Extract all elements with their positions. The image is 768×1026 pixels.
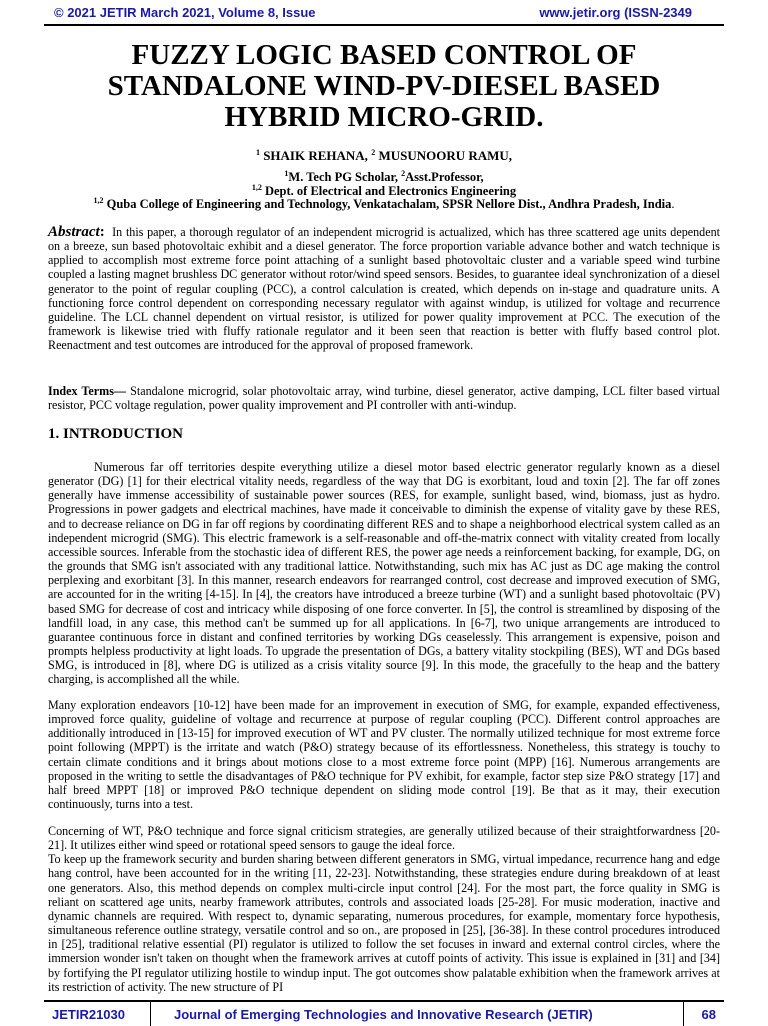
department-text: Dept. of Electrical and Electronics Engineering xyxy=(264,184,517,198)
abstract-label: Abstract xyxy=(48,224,100,240)
college-text: Quba College of Engineering and Technology, Venkatachalam, SPSR Nellore Dist., Andhra Pradesh, India xyxy=(106,197,672,211)
author-line xyxy=(0,148,768,164)
page-header xyxy=(44,0,724,26)
department-superscript: 1,2 xyxy=(251,183,262,192)
footer-journal-name[interactable]: Journal of Emerging Technologies and Innovative Research (JETIR) xyxy=(174,1007,593,1022)
abstract-colon: : xyxy=(99,224,105,240)
intro-paragraphs-3-4 xyxy=(48,824,720,994)
page-footer xyxy=(44,1000,724,1026)
role1-superscript: 1 xyxy=(284,169,289,178)
author2-name: MUSUNOORU RAMU, xyxy=(378,148,513,163)
index-terms-paragraph xyxy=(48,384,720,412)
abstract-paragraph xyxy=(48,225,720,352)
role2-superscript: 2 xyxy=(401,169,406,178)
role2-text: Asst.Professor, xyxy=(405,170,484,184)
header-journal-info: © 2021 JETIR March 2021, Volume 8, Issue xyxy=(54,5,316,20)
intro-paragraph-2: Many exploration endeavors [10-12] have been made for an improvement in execution of SMG, for example, expanded effectiveness, improved force quality, guideline of voltage and recurrence at purpose of regular coupling (PCC). Different control approaches are additionally introduced in [13-15] for improved execution of WT and PV cluster. The normally utilized technique for most extreme force point following (MPPT) is the irritate and watch (P&O) strategy because of its effortlessness. Nonetheless, this strategy is touchy to certain climate conditions and it brings about motions close to a most extreme force point (MPP) [16]. Numerous arrangements are proposed in the writing to settle the disadvantages of P&O technique for PV exhibit, for example, factor step size P&O strategy [17] and half breed MPPT [18] or improved P&O technique dependent on sliding mode control [19]. Be that as it may, their execution continuously, turns into a test. xyxy=(48,698,720,812)
author2-superscript: 2 xyxy=(371,148,376,157)
role1-text: M. Tech PG Scholar, xyxy=(288,170,402,184)
author1-superscript: 1 xyxy=(255,148,260,157)
paper-title: FUZZY LOGIC BASED CONTROL OF STANDALONE WIND-PV-DIESEL BASED HYBRID MICRO-GRID. xyxy=(107,39,661,133)
college-superscript: 1,2 xyxy=(93,196,104,205)
footer-divider-right xyxy=(683,1002,684,1026)
footer-paper-id: JETIR21030 xyxy=(52,1007,125,1022)
intro-paragraph-1: Numerous far off territories despite everything utilize a diesel motor based electric generator regularly known as a diesel generator (DG) [1] for their electrical vitality needs, regardless of the way that DG is exorbitant, loud and toxin [2]. The far off zones generally have immense accessibility of sustainable power sources (RES, for example, sunlight based, wind, biomass, just as hydro. Progressions in power gadgets and electrical machines, have made it conceivable to diminish the expense of vitality gave by these RES, and to decrease reliance on DG in far off regions by coordinating different RES and to shape a neighborhood electrical system called as an independent microgrid (SMG). This electric framework is a self-reasonable and off-the-matrix connect with vitality created from locally accessible sources. Inferable from the stochastic idea of different RES, the power age needs a reinforcement backing, for example, DG, on the grounds that SMG isn't associated with any traditional lattice. Notwithstanding, such mix has AC just as DC age making the control perplexing and exorbitant [3]. In this manner, research endeavors for rearranged control, cost decrease and improved execution of SMG, are accounted for in the writing [4-15]. In [4], the creators have introduced a breeze turbine (WT) and a sunlight based photovoltaic (PV) based SMG for decrease of cost and intricacy while disposing of one force converter. In [5], the control is streamlined by disposing of the landfill load, in any case, this method can't be summed up for all applications. In [6-7], two unique arrangements are introduced to guarantee continuous force in distant and confined territories by working DGs ceaselessly. This arrangement is expensive, poison and prompts helpless productivity at light loads. To upgrade the presentation of DGs, a battery vitality stockpiling (BES), WT and DGs based SMG, is introduced in [8], where DG is utilized as a crisis vitality source [9]. In this mode, the gracefully to the heap and the battery charging, is accomplished all the while. xyxy=(48,460,720,687)
index-terms-text: Standalone microgrid, solar photovoltaic array, wind turbine, diesel generator, active damping, LCL filter based virtual resistor, PCC voltage regulation, power quality improvement and PI controller with anti-windup. xyxy=(48,384,720,413)
index-terms-label: Index Terms— xyxy=(48,384,127,398)
footer-divider-left xyxy=(150,1002,151,1026)
intro-paragraph-3: Concerning of WT, P&O technique and force signal criticism strategies, are generally utilized because of their straightforwardness [20-21]. It utilizes either wind speed or rotational speed sensors to gauge the ideal force. xyxy=(48,824,720,853)
section-heading-introduction: 1. INTRODUCTION xyxy=(48,426,184,442)
footer-page-number: 68 xyxy=(701,1007,716,1022)
abstract-text: In this paper, a thorough regulator of an independent microgrid is actualized, which has three scattered age units dependent on a breeze, sun based photovoltaic exhibit and a diesel generator. The force proportion variable advance bother and watch technique is applied to accomplish most extreme force point attaching of a sunlight based photovoltaic cluster and a variable speed wind turbine coupled a lasting magnet brushless DC generator without rotor/wind speed sensors. Besides, to guarantee ideal synchronization of a diesel generator to the point of regular coupling (PCC), a control calculation is created, which depends on in-stage and quadrature units. A functioning force control dependent on corresponding necessary regulator with against windup, is utilized for voltage and recurrence guideline. The LCL channel dependent on virtual resistor, is utilized for power quality improvement at PCC. The execution of the framework is likewise tried with fluffy rationale regulator and it been seen that reaction is better with fluffy based control plot. Reenactment and test outcomes are introduced for the approval of proposed framework. xyxy=(48,225,720,353)
author1-name: SHAIK REHANA, xyxy=(263,148,368,163)
college-end-period: . xyxy=(671,197,675,211)
affiliation-college xyxy=(0,196,768,212)
header-website-link[interactable]: www.jetir.org (ISSN-2349 xyxy=(539,5,692,20)
intro-paragraph-4: To keep up the framework security and burden sharing between different generators in SMG, virtual impedance, recurrence hang and edge hang control, have been accounted for in the writing [11, 22-23]. Notwithstanding, these strategies endure during breakdown of at least one generators. Also, this method depends on complex multi-circle input control [24]. For the most part, the force quality in SMG is reliant on scattered age units, nearby framework attributes, controls and associated loads [25-28]. For music moderation, inactive and dynamic channels are required. With respect to, dynamic separating, numerous procedures, for example, momentary force hypothesis, simultaneous reference outline strategy, versatile control and so on., are proposed in [25], [36-38]. In these control procedures introduced in [25], traditional relative essential (PI) regulator is utilized to follow the set focuses in inward and external control circles, where the immersion wonder isn't taken on thought when the framework arrives at cutoff points of activity. This issue is explained in [31] and [34] by fortifying the PI regulator utilizing hostile to windup input. The got outcomes show palatable exhibition when the framework arrives at its restriction of activity. The new structure of PI xyxy=(48,852,720,994)
